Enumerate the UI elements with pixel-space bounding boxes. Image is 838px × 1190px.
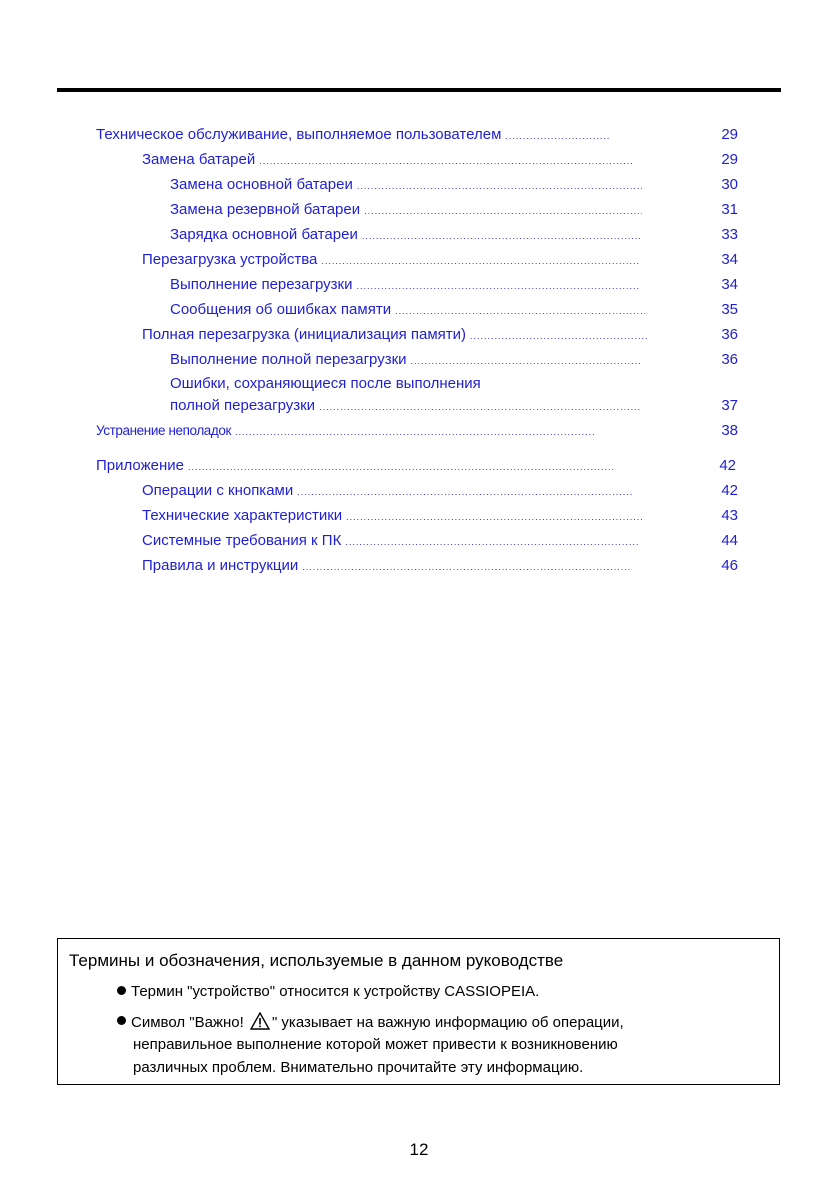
toc-entry-page[interactable]: 44: [721, 532, 738, 549]
toc-entry-title: Правила и инструкции: [142, 557, 299, 574]
toc-entry-troubleshooting[interactable]: [96, 422, 594, 441]
toc-entry-title: Зарядка основной батареи: [170, 226, 358, 243]
toc-entry-title: Замена батарей: [142, 151, 256, 168]
terms-bullet-text-part: " указывает на важную информацию об операции,: [271, 1014, 624, 1031]
toc-entry-title: Выполнение перезагрузки: [170, 276, 353, 293]
toc-entry-specifications[interactable]: [142, 507, 642, 526]
top-rule: [57, 88, 781, 92]
terms-bullet-text-part: Символ "Важно!: [131, 1014, 248, 1031]
toc-entry-title: Операции с кнопками: [142, 482, 294, 499]
toc-entry-page[interactable]: 34: [721, 276, 738, 293]
terms-bullet-text: неправильное выполнение которой может привести к возникновению: [133, 1036, 618, 1053]
bullet-icon: [117, 1016, 126, 1025]
toc-entry-page[interactable]: 42: [721, 482, 738, 499]
toc-entry-page[interactable]: 37: [721, 397, 738, 414]
toc-entry-title: Технические характеристики: [142, 507, 343, 524]
toc-entry-page[interactable]: 43: [721, 507, 738, 524]
toc-entry-reset[interactable]: [142, 251, 640, 270]
terms-bullet-text: различных проблем. Внимательно прочитайте эту информацию.: [133, 1059, 584, 1076]
toc-entry-appendix[interactable]: [96, 457, 614, 476]
toc-entry-title: Выполнение полной перезагрузки: [170, 351, 407, 368]
toc-entry-page[interactable]: 38: [721, 422, 738, 439]
toc-entry-title: Устранение неполадок: [96, 423, 232, 438]
toc-entry-battery-replacement[interactable]: [142, 151, 632, 170]
terms-bullet-text: [131, 1012, 624, 1033]
toc-entry-page[interactable]: 35: [721, 301, 738, 318]
toc-entry-page[interactable]: 29: [721, 151, 738, 168]
toc-entry-page[interactable]: 34: [721, 251, 738, 268]
toc-entry-persistent-errors[interactable]: [170, 397, 640, 416]
toc-entry-charging[interactable]: [170, 226, 642, 245]
toc-entry-page[interactable]: 31: [721, 201, 738, 218]
bullet-icon: [117, 986, 126, 995]
terms-box-title: Термины и обозначения, используемые в данном руководстве: [69, 951, 564, 970]
toc-entry-title: Замена основной батареи: [170, 176, 353, 193]
toc-entry-memory-errors[interactable]: [170, 301, 646, 320]
toc-entry-rules[interactable]: [142, 557, 632, 576]
toc-entry-title: Замена резервной батареи: [170, 201, 361, 218]
toc-entry-title: полной перезагрузки: [170, 397, 316, 414]
toc-entry-title[interactable]: Ошибки, сохраняющиеся после выполнения: [170, 375, 481, 392]
warning-icon: [250, 1012, 270, 1030]
toc-entry-page[interactable]: 46: [721, 557, 738, 574]
toc-entry-title: Техническое обслуживание, выполняемое пользователем: [96, 126, 502, 143]
toc-entry-perform-full-reset[interactable]: [170, 351, 642, 370]
toc-entry-title: Системные требования к ПК: [142, 532, 342, 549]
toc-entry-button-operations[interactable]: [142, 482, 632, 501]
toc-entry-maintenance[interactable]: [96, 126, 611, 145]
toc-entry-page[interactable]: 33: [721, 226, 738, 243]
toc-entry-title: Сообщения об ошибках памяти: [170, 301, 392, 318]
toc-entry-pc-requirements[interactable]: [142, 532, 640, 551]
toc-entry-page[interactable]: 42: [719, 457, 736, 474]
toc-entry-title: Полная перезагрузка (инициализация памяти): [142, 326, 467, 343]
toc-entry-title: Приложение: [96, 457, 184, 474]
page-number: 12: [409, 1140, 429, 1159]
toc-entry-page[interactable]: 30: [721, 176, 738, 193]
toc-entry-page[interactable]: 36: [721, 326, 738, 343]
toc-entry-full-reset[interactable]: [142, 326, 648, 345]
terms-bullet-text: Термин "устройство" относится к устройству CASSIOPEIA.: [131, 983, 540, 1000]
toc-entry-main-battery[interactable]: [170, 176, 642, 195]
toc-entry-title: Перезагрузка устройства: [142, 251, 318, 268]
toc-entry-page[interactable]: 36: [721, 351, 738, 368]
toc-entry-backup-battery[interactable]: [170, 201, 642, 220]
toc-entry-page[interactable]: 29: [721, 126, 738, 143]
toc-entry-perform-reset[interactable]: [170, 276, 640, 295]
terms-box: [57, 938, 780, 1085]
